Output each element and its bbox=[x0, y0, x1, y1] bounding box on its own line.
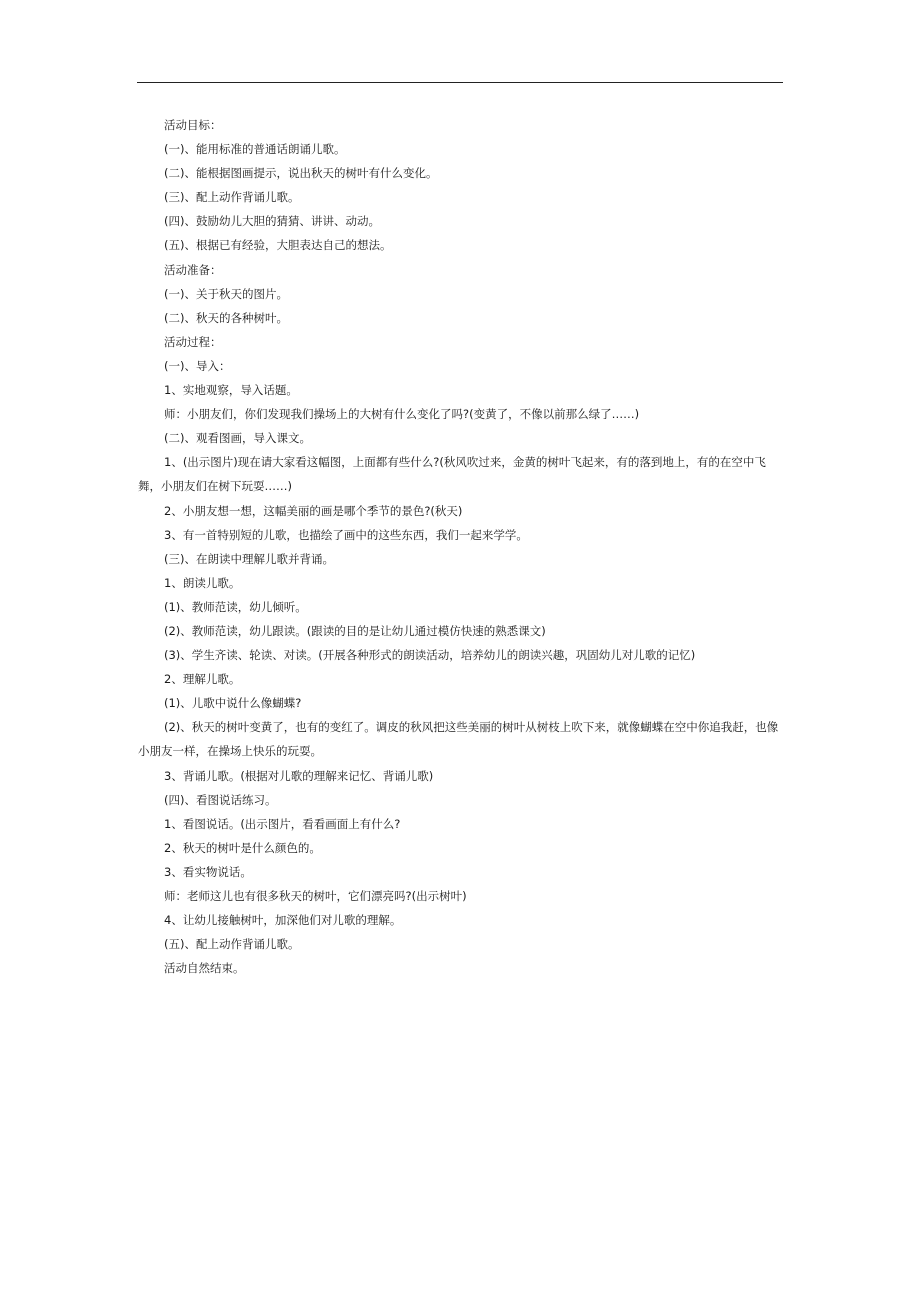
paragraph: (1)、儿歌中说什么像蝴蝶? bbox=[164, 696, 302, 711]
paragraph: 4、让幼儿接触树叶，加深他们对儿歌的理解。 bbox=[164, 913, 402, 928]
paragraph: 2、秋天的树叶是什么颜色的。 bbox=[164, 840, 321, 855]
paragraph: 1、看图说话。(出示图片，看看画面上有什么? bbox=[164, 816, 401, 831]
paragraph: 活动自然结束。 bbox=[164, 961, 245, 976]
paragraph: 活动准备： bbox=[164, 262, 222, 277]
paragraph: 1、实地观察，导入话题。 bbox=[164, 383, 298, 398]
paragraph: (2)、教师范读，幼儿跟读。(跟读的目的是让幼儿通过模仿快速的熟悉课文) bbox=[164, 623, 546, 638]
paragraph: (二)、能根据图画提示，说出秋天的树叶有什么变化。 bbox=[164, 166, 438, 181]
paragraph: 2、理解儿歌。 bbox=[164, 672, 241, 687]
document-body bbox=[138, 113, 784, 980]
paragraph: (二)、秋天的各种树叶。 bbox=[164, 310, 288, 325]
paragraph: 1、(出示图片)现在请大家看这幅图，上面都有些什么?(秋风吹过来，金黄的树叶飞起来，有的落到地上，有的在空中飞舞，小朋友们在树下玩耍……) bbox=[138, 455, 766, 494]
paragraph: (一)、导入： bbox=[164, 358, 231, 373]
paragraph: (五)、根据已有经验，大胆表达自己的想法。 bbox=[164, 238, 392, 253]
paragraph: 2、小朋友想一想，这幅美丽的画是哪个季节的景色?(秋天) bbox=[164, 503, 463, 518]
paragraph: (四)、鼓励幼儿大胆的猜猜、讲讲、动动。 bbox=[164, 214, 380, 229]
paragraph: 师：老师这儿也有很多秋天的树叶，它们漂亮吗?(出示树叶) bbox=[164, 889, 467, 903]
paragraph: (三)、在朗读中理解儿歌并背诵。 bbox=[164, 551, 334, 566]
paragraph: 1、朗读儿歌。 bbox=[164, 575, 241, 590]
paragraph: (一)、能用标准的普通话朗诵儿歌。 bbox=[164, 142, 346, 157]
paragraph: (2)、秋天的树叶变黄了，也有的变红了。调皮的秋风把这些美丽的树叶从树枝上吹下来，就像蝴蝶在空中你追我赶，也像小朋友一样，在操场上快乐的玩耍。 bbox=[138, 720, 779, 759]
paragraph: 师：小朋友们，你们发现我们操场上的大树有什么变化了吗?(变黄了，不像以前那么绿了……) bbox=[164, 407, 640, 422]
paragraph: 3、有一首特别短的儿歌，也描绘了画中的这些东西，我们一起来学学。 bbox=[164, 527, 528, 542]
paragraph: 3、看实物说话。 bbox=[164, 864, 252, 879]
paragraph: 活动目标： bbox=[164, 118, 222, 132]
header-rule bbox=[137, 82, 783, 83]
paragraph: (二)、观看图画，导入课文。 bbox=[164, 431, 311, 446]
paragraph: (3)、学生齐读、轮读、对读。(开展各种形式的朗读活动，培养幼儿的朗读兴趣，巩固幼儿对儿歌的记忆) bbox=[164, 648, 696, 663]
paragraph: (五)、配上动作背诵儿歌。 bbox=[164, 937, 300, 952]
paragraph: (四)、看图说话练习。 bbox=[164, 792, 277, 807]
paragraph: (三)、配上动作背诵儿歌。 bbox=[164, 190, 300, 205]
paragraph: (一)、关于秋天的图片。 bbox=[164, 286, 288, 301]
paragraph: 3、背诵儿歌。(根据对儿歌的理解来记忆、背诵儿歌) bbox=[164, 768, 434, 783]
paragraph: 活动过程： bbox=[164, 334, 222, 349]
paragraph: (1)、教师范读，幼儿倾听。 bbox=[164, 599, 307, 614]
